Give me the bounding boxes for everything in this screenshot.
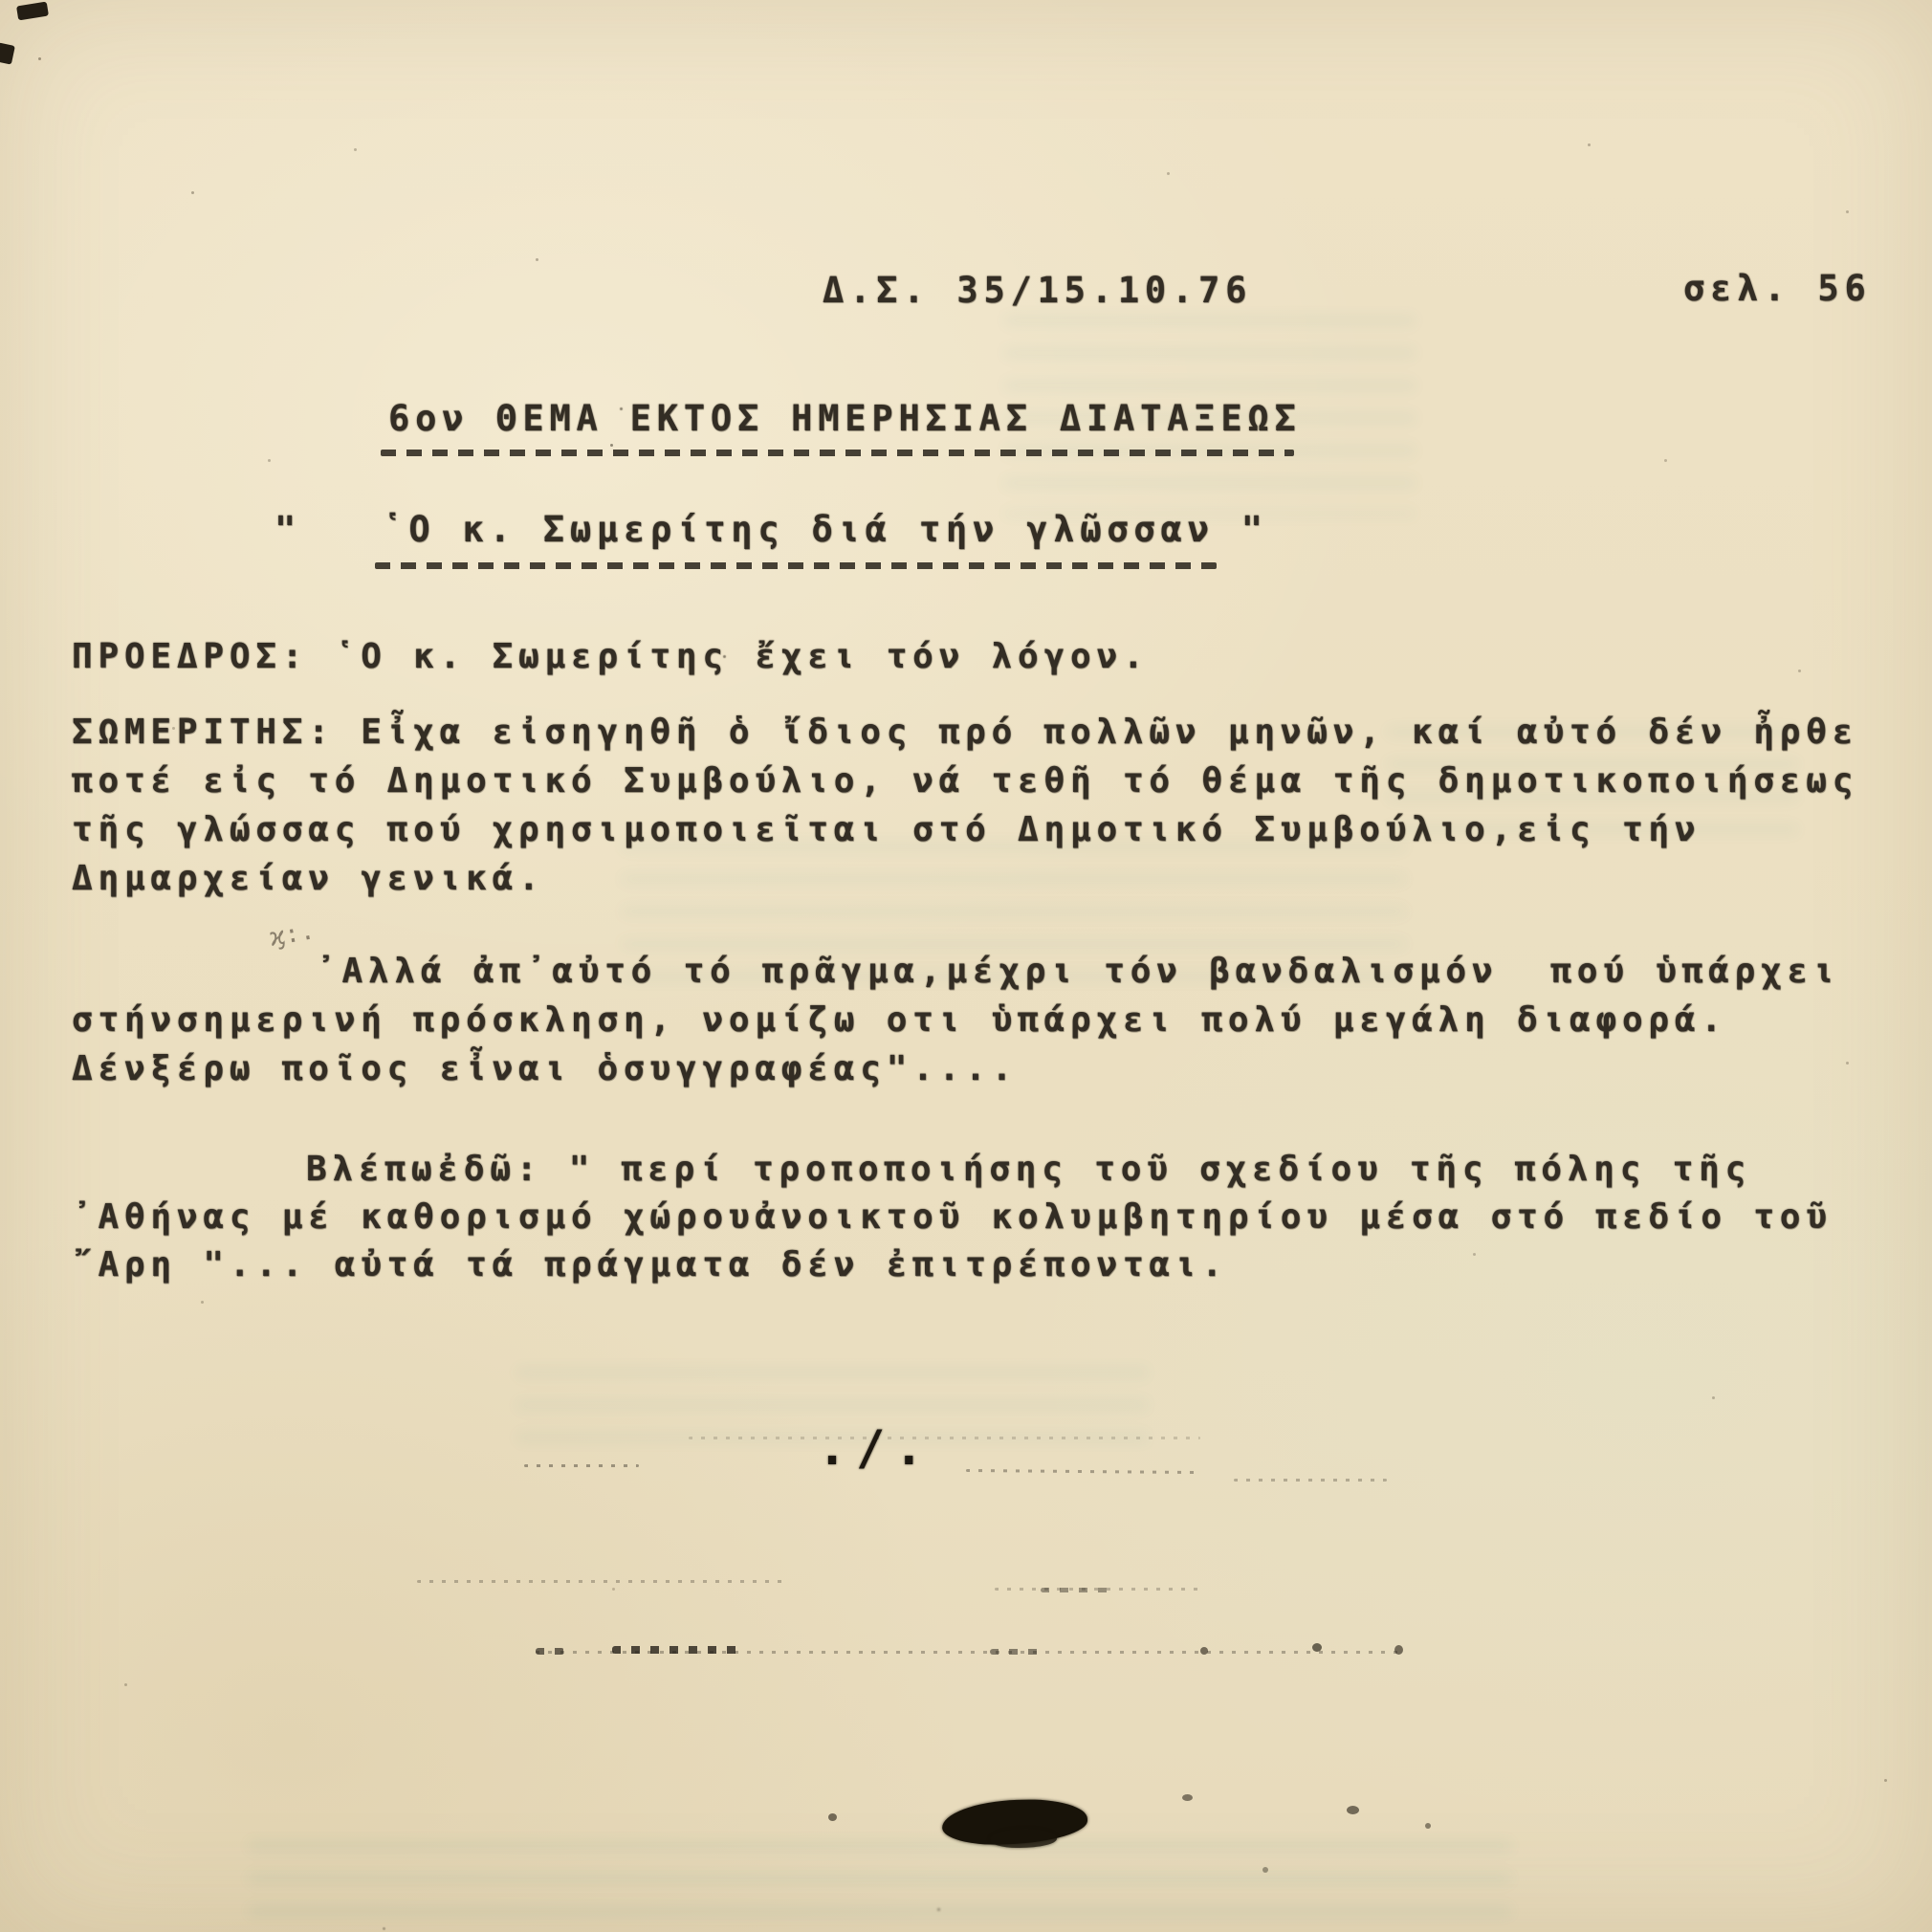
transcript-line: τῆς γλώσσας πού χρησιμοποιεῖται στό Δημοτικό Συμβούλιο,εἰς τήν: [72, 810, 1701, 849]
transcript-line: στήνσημερινή πρόσκληση, νομίζω οτι ὑπάρχει πολύ μεγάλη διαφορά.: [72, 1000, 1727, 1040]
transcript-line: ῎Αρη "... αὐτά τά πράγματα δέν ἐπιτρέπονται.: [72, 1245, 1228, 1284]
section-title: 6ον ΘΕΜΑ ΕΚΤΟΣ ΗΜΕΡΗΣΙΑΣ ΔΙΑΤΑΞΕΩΣ: [388, 398, 1302, 439]
doc-reference: Δ.Σ. 35/15.10.76: [823, 270, 1253, 311]
ink-dot: [1394, 1645, 1403, 1655]
transcript-line: Βλέπωἐδῶ: " περί τροποποιήσης τοῦ σχεδίου τῆς πόλης τῆς: [306, 1150, 1752, 1189]
ink-smudge: ϗ:.: [267, 916, 318, 953]
section-subtitle: " ῾Ο κ. Σωμερίτης διά τήν γλῶσσαν ": [274, 509, 1268, 550]
corner-mark: [0, 42, 15, 64]
page-number: σελ. 56: [1683, 268, 1872, 309]
ink-dot: [1312, 1643, 1322, 1652]
transcript-line: ΣΩΜΕΡΙΤΗΣ: Εἶχα εἰσηγηθῆ ὁ ἴδιος πρό πολλῶν μηνῶν, καί αὐτό δέν ἦρθε: [72, 713, 1859, 752]
ink-smudge-line: [689, 1437, 1200, 1439]
continuation-mark: ./.: [818, 1420, 933, 1476]
ink-dot: [1200, 1647, 1208, 1655]
corner-mark: [16, 2, 49, 21]
transcript-line: Δένξέρω ποῖος εἶναι ὁσυγγραφέας"....: [72, 1049, 1019, 1088]
transcript-line: ᾽Αλλά ἀπ᾽αὐτό τό πρᾶγμα,μέχρι τόν βανδαλισμόν πού ὑπάρχει: [316, 952, 1840, 991]
paper-speckles: [38, 57, 41, 60]
transcript-line: Δημαρχείαν γενικά.: [72, 859, 545, 898]
ink-dot: [1425, 1823, 1431, 1829]
title-underline: [381, 450, 1294, 456]
ink-smudge-line: [524, 1464, 639, 1467]
transcript-line-president: ΠΡΟΕΔΡΟΣ: ῾Ο κ. Σωμερίτης ἔχει τόν λόγον.: [72, 637, 1150, 676]
ink-smudge-line: [966, 1469, 1196, 1474]
ghost-showthrough: [249, 1841, 1511, 1918]
ink-smudge-line: [612, 1646, 741, 1654]
ink-dot: [1182, 1794, 1193, 1801]
transcript-line: ποτέ εἰς τό Δημοτικό Συμβούλιο, νά τεθῆ τό θέμα τῆς δημοτικοποιήσεως: [72, 761, 1859, 801]
ink-dot: [1262, 1867, 1268, 1873]
ink-smudge-line: [536, 1648, 564, 1655]
ink-dot: [828, 1813, 837, 1821]
ink-smudge-line: [1234, 1479, 1387, 1482]
transcript-line: ᾽Αθήνας μέ καθορισμό χώρουἀνοικτοῦ κολυμβητηρίου μέσα στό πεδίο τοῦ: [72, 1197, 1833, 1237]
ink-dot: [1347, 1806, 1359, 1814]
ink-smudge-line: [417, 1580, 790, 1583]
ink-smudge-line: [1041, 1588, 1112, 1592]
subtitle-underline: [375, 562, 1217, 569]
ink-smudge-line: [990, 1649, 1047, 1655]
